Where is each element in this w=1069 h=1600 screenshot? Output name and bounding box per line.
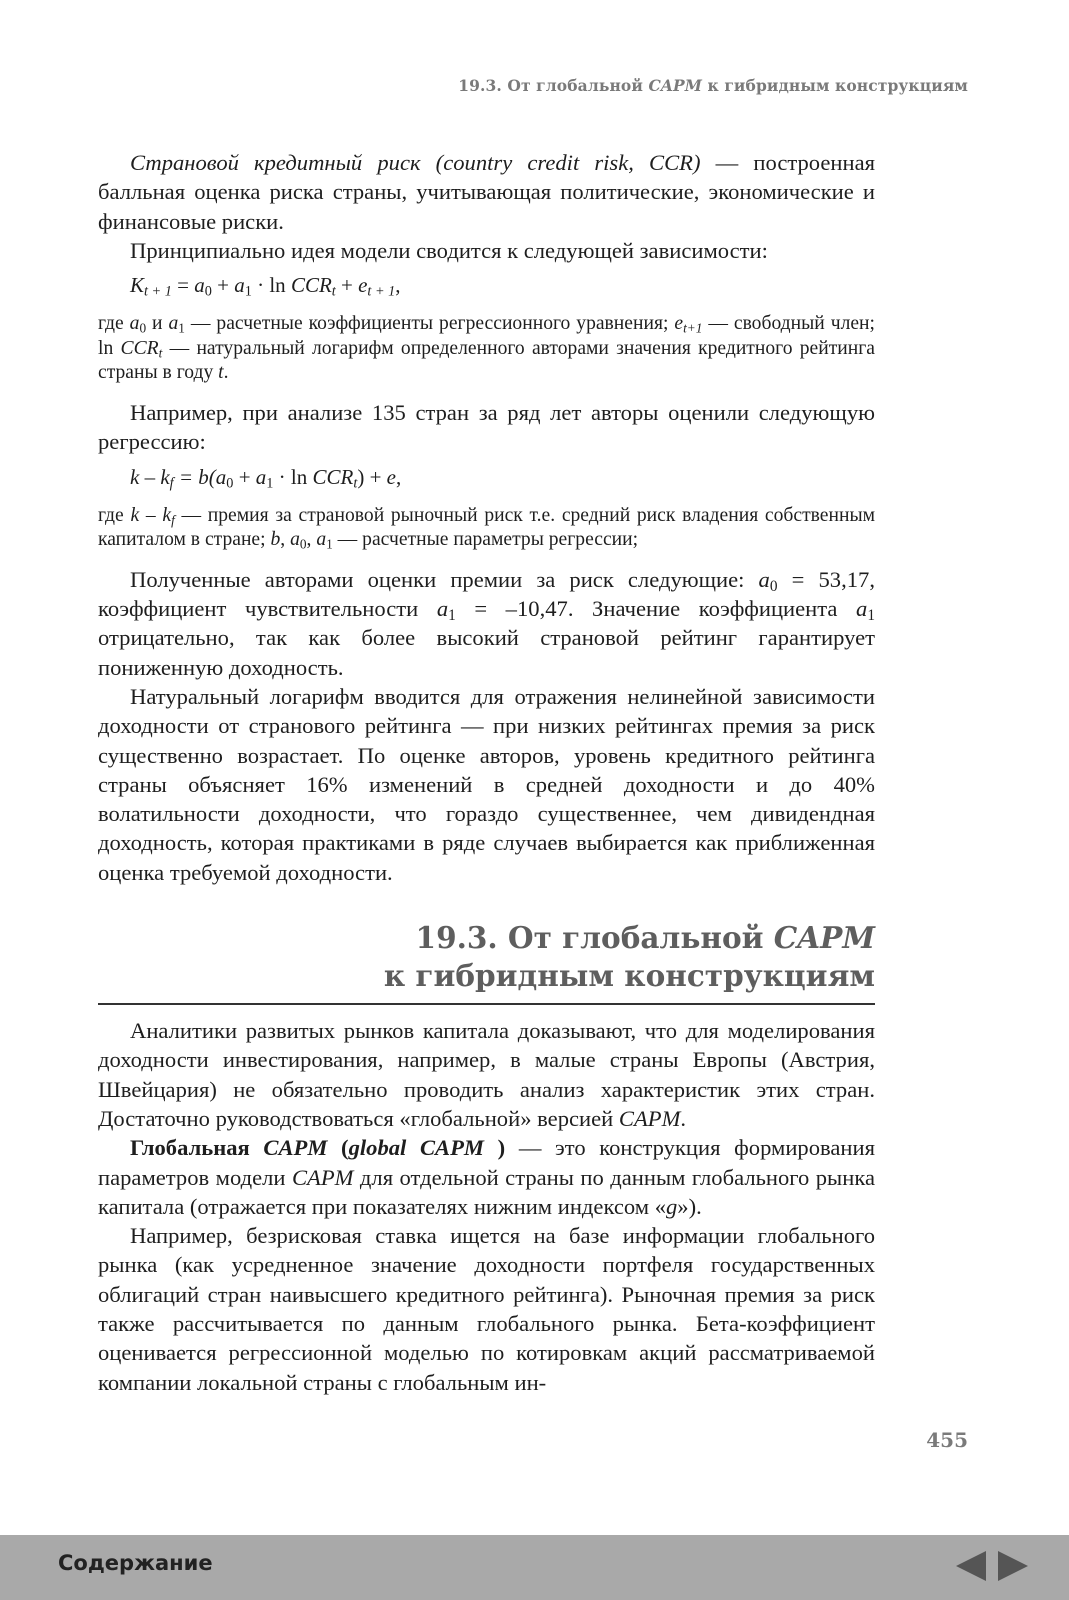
paragraph-analysts: Аналитики развитых рынков капитала доказывают, что для моделирования доходности инвестирования, например, в малые страны Европы (Австрия, Швейцария) не обязательно проводить анализ характеристик этих стран. Достаточно руководствоваться «глобальной» версией CAPM. [98,1018,875,1131]
term-ccr: Страновой кредитный риск (country credit risk, CCR) [130,150,701,175]
running-header: 19.3. От глобальной CAPM к гибридным конструкциям [458,76,968,95]
section-divider [98,1003,875,1005]
contents-link[interactable]: Содержание [58,1551,213,1575]
formula-2-legend: где k – $k_f$ — премия за страновой рыночный риск т.е. средний риск владения собственным капиталом в стране; b, $a_0$, $a_1$ — расчетные параметры регрессии; [98,504,876,552]
paragraph-natural-log: Натуральный логарифм вводится для отражения нелинейной зависимости доходности от странового рейтинга — при низких рейтингах премия за риск существенно возрастает. По оценке авторов, уровень кредитного рейтинга страны объясняет 16% изменений в средней доходности и до 40% волатильности доходности, что гораздо существеннее, чем дивидендная доходность, которая практиками в ряде случаев выбирается как приближенная оценка требуемой доходности. [98,683,875,885]
formula-1-legend: где $a_0$ и $a_1$ — расчетные коэффициенты регрессионного уравнения; $e_{t+1}$ — свободный член; $\ln CCR_t$ — натуральный логарифм определенного авторами значения кредитного рейтинга страны в году t. [98,313,876,384]
next-page-button[interactable] [996,1549,1030,1583]
page-number: 455 [926,1428,968,1452]
page-content [98,148,875,1397]
paragraph-regression-intro: Например, при анализе 135 стран за ряд лет авторы оценили следующую регрессию: [98,399,875,455]
formula-1: $K_{t + 1} = a_0 + a_1 \cdot \ln CCR_t + e_{t + 1}$, [130,273,401,300]
navigation-bar [0,1535,1069,1600]
prev-page-button[interactable] [954,1549,988,1583]
paragraph-example: Например, безрисковая ставка ищется на базе информации глобального рынка (как усредненное значение доходности портфеля государственных облигаций стран наивысшего кредитного рейтинга). Рыночная премия за риск также рассчитывается по данным глобального рынка. Бета-коэффициент оценивается регрессионной моделью по котировкам акций рассматриваемой компании локальной страны с глобальным ин- [98,1223,875,1395]
formula-2: $k - k_f = b(a_0 + a_1 \cdot \ln CCR_t) + e$, [130,464,402,492]
paragraph-estimates: Полученные авторами оценки премии за риск следующие: $a_0 = 53,17$, коэффициент чувствительности $a_1 = -10,47$. Значение коэффициента $a_1$ отрицательно, так как более высокий страновой рейтинг гарантирует пониженную доходность. [98,566,875,680]
section-heading: 19.3. От глобальной CAPM к гибридным конструкциям [383,920,875,994]
paragraph-ccr-definition: Страновой кредитный риск (country credit risk, CCR) — построенная балльная оценка риска страны, учитывающая политические, экономические и финансовые риски. [98,150,875,234]
arrow-right-icon [996,1549,1030,1583]
paragraph-model-idea: Принципиально идея модели сводится к следующей зависимости: [130,237,768,263]
arrow-left-icon [954,1549,988,1583]
paragraph-global-capm: Глобальная CAPM (global CAPM ) — это конструкция формирования параметров модели CAPM для отдельной страны по данным глобального рынка капитала (отражается при показателях нижним индексом «g»). [98,1135,875,1219]
